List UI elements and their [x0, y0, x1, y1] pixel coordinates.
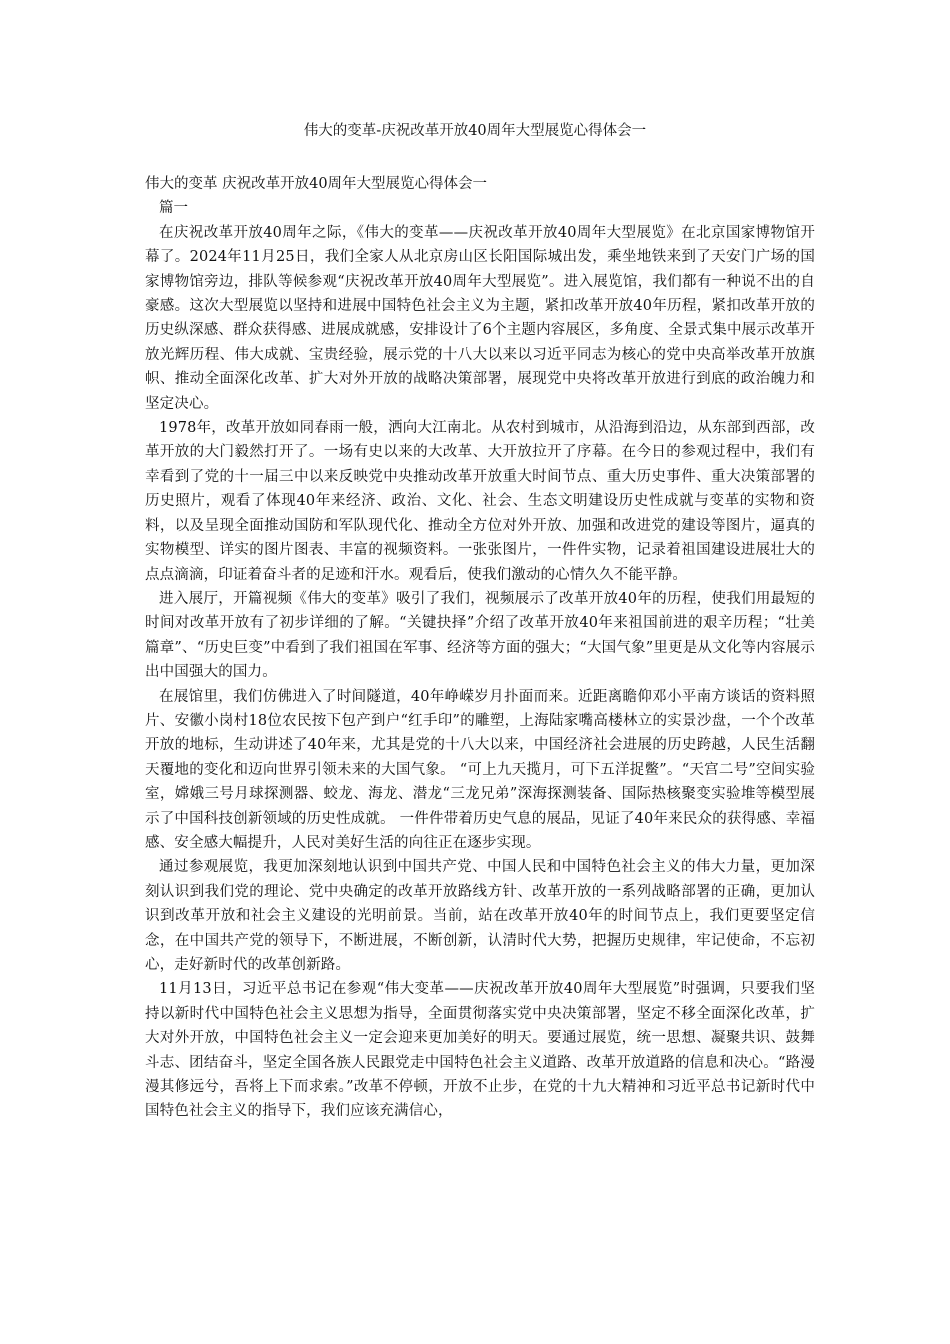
document-title: 伟大的变革-庆祝改革开放40周年大型展览心得体会一	[303, 123, 647, 139]
section-label: 篇一	[159, 200, 188, 217]
paragraph-6: 11月13日，习近平总书记在参观“伟大变革——庆祝改革开放40周年大型展览”时强调，只要我们坚持以新时代中国特色社会主义思想为指导，全面贯彻落实党中央决策部署，坚定不移全面深化改革，扩大对外开放，中国特色社会主义一定会迎来更加美好的明天。要通过展览，统一思想、凝聚共识、鼓舞斗志、团结奋斗，坚定全国各族人民跟党走中国特色社会主义道路、改革开放道路的信息和决心。“路漫漫其修远兮，吾将上下而求索。”改革不停顿，开放不止步，在党的十九大精神和习近平总书记新时代中国特色社会主义的指导下，我们应该充满信心，	[145, 981, 815, 1120]
paragraph-3: 进入展厅，开篇视频《伟大的变革》吸引了我们，视频展示了改革开放40年的历程，使我们用最短的时间对改革开放有了初步详细的了解。“关键抉择”介绍了改革开放40年来祖国前进的艰辛历程；“壮美篇章”、“历史巨变”中看到了我们祖国在军事、经济等方面的强大；“大国气象”里更是从文化等内容展示出中国强大的国力。	[145, 590, 815, 681]
paragraph-1: 在庆祝改革开放40周年之际，《伟大的变革——庆祝改革开放40周年大型展览》在北京国家博物馆开幕了。2024年11月25日，我们全家人从北京房山区长阳国际城出发，乘坐地铁来到了天安门广场的国家博物馆旁边，排队等候参观“庆祝改革开放40周年大型展览”。进入展览馆，我们都有一种说不出的自豪感。这次大型展览以坚持和进展中国特色社会主义为主题，紧扣改革开放40年历程，紧扣改革开放的历史纵深感、群众获得感、进展成就感，安排设计了6个主题内容展区，多角度、全景式集中展示改革开放光辉历程、伟大成就、宝贵经验，展示党的十八大以来以习近平同志为核心的党中央高举改革开放旗帜、推动全面深化改革、扩大对外开放的战略决策部署，展现党中央将改革开放进行到底的政治魄力和坚定决心。	[145, 224, 815, 412]
paragraph-2: 1978年，改革开放如同春雨一般，洒向大江南北。从农村到城市，从沿海到沿边，从东部到西部，改革开放的大门毅然打开了。一场有史以来的大改革、大开放拉开了序幕。在今日的参观过程中，我们有幸看到了党的十一届三中以来反映党中央推动改革开放重大时间节点、重大历史事件、重大决策部署的历史照片，观看了体现40年来经济、政治、文化、社会、生态文明建设历史性成就与变革的实物和资料，以及呈现全面推动国防和军队现代化、推动全方位对外开放、加强和改进党的建设等图片，逼真的实物模型、详实的图片图表、丰富的视频资料。一张张图片，一件件实物，记录着祖国建设进展壮大的点点滴滴，印证着奋斗者的足迹和汗水。观看后，使我们激动的心情久久不能平静。	[145, 420, 815, 583]
paragraph-5: 通过参观展览，我更加深刻地认识到中国共产党、中国人民和中国特色社会主义的伟大力量，更加深刻认识到我们党的理论、党中央确定的改革开放路线方针、改革开放的一系列战略部署的正确，更加认识到改革开放和社会主义建设的光明前景。当前，站在改革开放40年的时间节点上，我们更要坚定信念，在中国共产党的领导下，不断进展，不断创新，认清时代大势，把握历史规律，牢记使命，不忘初心，走好新时代的改革创新路。	[145, 859, 815, 973]
document-body	[145, 172, 815, 1124]
paragraph-4: 在展馆里，我们仿佛进入了时间隧道，40年峥嵘岁月扑面而来。近距离瞻仰邓小平南方谈话的资料照片、安徽小岗村18位农民按下包产到户“红手印”的雕塑，上海陆家嘴高楼林立的实景沙盘，一个个改革开放的地标，生动讲述了40年来，尤其是党的十八大以来，中国经济社会进展的历史跨越，人民生活翻天覆地的变化和迈向世界引领未来的大国气象。 “可上九天揽月，可下五洋捉鳖”。“天宫二号”空间实验室，嫦娥三号月球探测器、蛟龙、海龙、潜龙“三龙兄弟”深海探测装备、国际热核聚变实验堆等模型展示了中国科技创新领域的历史性成就。 一件件带着历史气息的展品，见证了40年来民众的获得感、幸福感、安全感大幅提升，人民对美好生活的向往正在逐步实现。	[145, 688, 815, 851]
document-subtitle: 伟大的变革 庆祝改革开放40周年大型展览心得体会一	[145, 176, 488, 192]
